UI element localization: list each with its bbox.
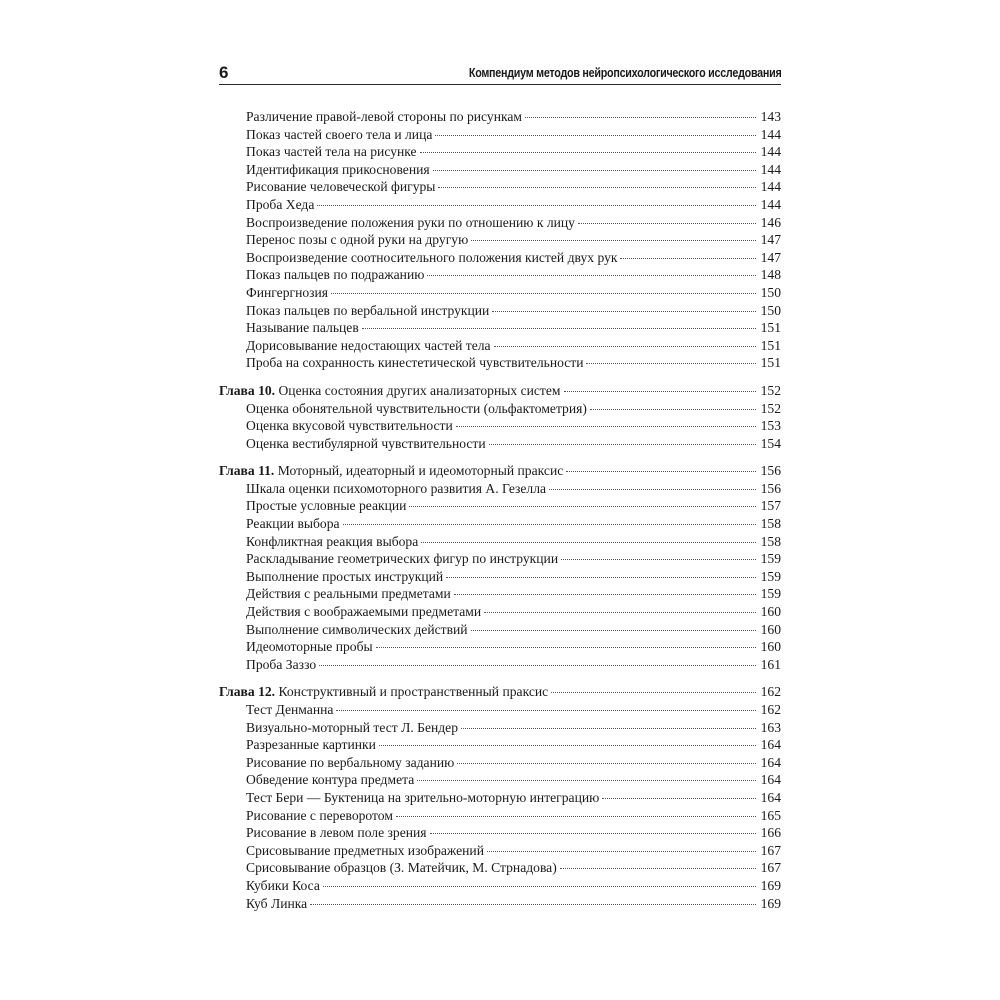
toc-entry bbox=[219, 754, 781, 772]
toc-entry bbox=[219, 877, 781, 895]
dot-leader bbox=[409, 506, 756, 507]
toc-entry bbox=[219, 638, 781, 656]
toc-entry bbox=[219, 178, 781, 196]
toc-page-number: 159 bbox=[760, 586, 781, 602]
dot-leader bbox=[362, 328, 756, 329]
toc-page-number: 156 bbox=[760, 463, 781, 479]
toc-entry-title: Куб Линка bbox=[246, 895, 308, 911]
toc-entry bbox=[219, 196, 781, 214]
chapter-title: Оценка состояния других анализаторных систем bbox=[278, 382, 561, 398]
toc-entry-title: Проба Хеда bbox=[246, 196, 315, 212]
table-of-contents bbox=[219, 108, 781, 912]
dot-leader bbox=[433, 170, 756, 171]
toc-page-number: 162 bbox=[760, 684, 781, 700]
toc-entry bbox=[219, 231, 781, 249]
toc-page-number: 159 bbox=[760, 551, 781, 567]
toc-page-number: 148 bbox=[760, 267, 781, 283]
toc-entry bbox=[219, 824, 781, 842]
dot-leader bbox=[336, 710, 756, 711]
toc-page-number: 159 bbox=[760, 568, 781, 584]
toc-entry-title: Рисование по вербальному заданию bbox=[246, 754, 455, 770]
dot-leader bbox=[456, 426, 756, 427]
dot-leader bbox=[317, 205, 756, 206]
dot-leader bbox=[492, 311, 756, 312]
toc-entry bbox=[219, 126, 781, 144]
toc-page-number: 160 bbox=[760, 621, 781, 637]
toc-page-number: 164 bbox=[760, 789, 781, 805]
chapter-title: Моторный, идеаторный и идеомоторный праксис bbox=[277, 463, 564, 479]
toc-entry-title: Называние пальцев bbox=[246, 320, 359, 336]
dot-leader bbox=[331, 293, 756, 294]
toc-entry bbox=[219, 533, 781, 551]
toc-page-number: 147 bbox=[760, 232, 781, 248]
dot-leader bbox=[494, 346, 756, 347]
dot-leader bbox=[427, 275, 756, 276]
toc-entry bbox=[219, 400, 781, 418]
toc-entry bbox=[219, 161, 781, 179]
dot-leader bbox=[420, 152, 756, 153]
toc-page-number: 160 bbox=[760, 604, 781, 620]
toc-entry-title: Рисование человеческой фигуры bbox=[246, 179, 436, 195]
toc-page-number: 151 bbox=[760, 320, 781, 336]
toc-entry bbox=[219, 603, 781, 621]
toc-page-number: 152 bbox=[760, 382, 781, 398]
toc-entry bbox=[219, 550, 781, 568]
toc-page-number: 147 bbox=[760, 249, 781, 265]
toc-page-number: 144 bbox=[760, 144, 781, 160]
dot-leader bbox=[421, 542, 756, 543]
dot-leader bbox=[376, 647, 756, 648]
toc-entry-title: Действия с воображаемыми предметами bbox=[246, 604, 482, 620]
toc-entry-title: Оценка вкусовой чувствительности bbox=[246, 418, 453, 434]
toc-page-number: 158 bbox=[760, 533, 781, 549]
toc-entry bbox=[219, 515, 781, 533]
toc-page-number: 151 bbox=[760, 355, 781, 371]
toc-entry bbox=[219, 108, 781, 126]
toc-entry bbox=[219, 337, 781, 355]
toc-page-number: 169 bbox=[760, 895, 781, 911]
chapter-spacer bbox=[219, 372, 781, 382]
toc-entry-title: Реакции выбора bbox=[246, 516, 340, 532]
toc-page-number: 144 bbox=[760, 161, 781, 177]
dot-leader bbox=[566, 471, 756, 472]
dot-leader bbox=[454, 594, 756, 595]
toc-entry-title: Шкала оценки психомоторного развития А. Гезелла bbox=[246, 480, 547, 496]
toc-page-number: 144 bbox=[760, 196, 781, 212]
toc-entry-title: Кубики Коса bbox=[246, 877, 320, 893]
toc-entry-title: Обведение контура предмета bbox=[246, 772, 415, 788]
toc-entry bbox=[219, 480, 781, 498]
dot-leader bbox=[620, 258, 756, 259]
toc-entry-title: Действия с реальными предметами bbox=[246, 586, 451, 602]
toc-entry-title: Идентификация прикосновения bbox=[246, 161, 430, 177]
dot-leader bbox=[561, 559, 756, 560]
toc-page-number: 151 bbox=[760, 337, 781, 353]
toc-chapter-entry bbox=[219, 683, 781, 701]
toc-entry bbox=[219, 266, 781, 284]
toc-entry bbox=[219, 842, 781, 860]
toc-entry bbox=[219, 435, 781, 453]
toc-page-number: 162 bbox=[760, 702, 781, 717]
chapter-label: Глава 10. bbox=[219, 382, 276, 398]
toc-entry bbox=[219, 895, 781, 913]
toc-entry bbox=[219, 621, 781, 639]
toc-page-number: 167 bbox=[760, 842, 781, 858]
toc-entry-title: Оценка вестибулярной чувствительности bbox=[246, 435, 486, 451]
toc-entry-title: Разрезанные картинки bbox=[246, 737, 376, 753]
toc-page-number: 143 bbox=[760, 109, 781, 124]
dot-leader bbox=[396, 816, 756, 817]
dot-leader bbox=[310, 904, 756, 905]
dot-leader bbox=[323, 886, 756, 887]
toc-entry bbox=[219, 771, 781, 789]
toc-entry-title: Показ частей своего тела и лица bbox=[246, 126, 433, 142]
page-header bbox=[219, 62, 781, 85]
dot-leader bbox=[471, 630, 756, 631]
toc-entry-title: Визуально-моторный тест Л. Бендер bbox=[246, 719, 458, 735]
dot-leader bbox=[578, 223, 756, 224]
dot-leader bbox=[602, 798, 756, 799]
toc-entry-title: Срисовывание образцов (З. Матейчик, М. Стрнадова) bbox=[246, 860, 557, 876]
toc-entry bbox=[219, 249, 781, 267]
chapter-spacer bbox=[219, 673, 781, 683]
toc-page-number: 152 bbox=[760, 400, 781, 416]
dot-leader bbox=[438, 187, 756, 188]
toc-page-number: 146 bbox=[760, 214, 781, 230]
toc-entry bbox=[219, 319, 781, 337]
toc-entry-title: Фингергнозия bbox=[246, 284, 329, 300]
chapter-title: Конструктивный и пространственный праксис bbox=[278, 684, 549, 700]
toc-entry-title: Раскладывание геометрических фигур по инструкции bbox=[246, 551, 559, 567]
dot-leader bbox=[435, 135, 756, 136]
toc-entry bbox=[219, 719, 781, 737]
dot-leader bbox=[379, 745, 756, 746]
toc-page-number: 164 bbox=[760, 772, 781, 788]
dot-leader bbox=[319, 665, 756, 666]
toc-entry bbox=[219, 302, 781, 320]
chapter-label: Глава 11. bbox=[219, 463, 275, 479]
toc-entry-title: Тест Бери — Буктеница на зрительно-моторную интеграцию bbox=[246, 789, 600, 805]
toc-page-number: 156 bbox=[760, 480, 781, 496]
toc-chapter-entry bbox=[219, 382, 781, 400]
dot-leader bbox=[417, 780, 756, 781]
toc-entry-title bbox=[219, 683, 548, 701]
toc-entry-title: Простые условные реакции bbox=[246, 498, 407, 514]
toc-entry-title: Воспроизведение положения руки по отношению к лицу bbox=[246, 214, 575, 230]
toc-entry-title: Идеомоторные пробы bbox=[246, 639, 373, 655]
dot-leader bbox=[489, 444, 756, 445]
toc-page-number: 165 bbox=[760, 807, 781, 823]
toc-page-number: 150 bbox=[760, 302, 781, 318]
toc-entry bbox=[219, 807, 781, 825]
toc-page-number: 169 bbox=[760, 877, 781, 893]
toc-page-number: 161 bbox=[760, 656, 781, 672]
dot-leader bbox=[343, 524, 756, 525]
toc-chapter-entry bbox=[219, 462, 781, 480]
chapter-label: Глава 12. bbox=[219, 684, 276, 700]
toc-entry-title: Перенос позы с одной руки на другую bbox=[246, 232, 469, 248]
toc-page-number: 160 bbox=[760, 639, 781, 655]
toc-entry bbox=[219, 789, 781, 807]
toc-entry-title: Различение правой-левой стороны по рисункам bbox=[246, 109, 523, 124]
toc-entry bbox=[219, 417, 781, 435]
toc-entry bbox=[219, 354, 781, 372]
dot-leader bbox=[549, 489, 756, 490]
toc-page-number: 144 bbox=[760, 126, 781, 142]
toc-entry-title: Тест Денманна bbox=[246, 702, 334, 717]
toc-entry-title: Срисовывание предметных изображений bbox=[246, 842, 484, 858]
toc-entry bbox=[219, 585, 781, 603]
toc-entry-title: Проба на сохранность кинестетической чувствительности bbox=[246, 355, 584, 371]
toc-entry-title bbox=[219, 462, 563, 480]
toc-page-number: 150 bbox=[760, 284, 781, 300]
dot-leader bbox=[461, 728, 756, 729]
toc-entry-title: Показ пальцев по подражанию bbox=[246, 267, 425, 283]
dot-leader bbox=[446, 577, 756, 578]
dot-leader bbox=[457, 763, 756, 764]
toc-entry bbox=[219, 859, 781, 877]
toc-page-number: 164 bbox=[760, 737, 781, 753]
running-title: Компендиум методов нейропсихологического исследования bbox=[468, 66, 781, 80]
dot-leader bbox=[430, 833, 756, 834]
chapter-spacer bbox=[219, 452, 781, 462]
toc-entry-title: Показ пальцев по вербальной инструкции bbox=[246, 302, 490, 318]
toc-page-number: 154 bbox=[760, 435, 781, 451]
dot-leader bbox=[525, 117, 756, 118]
toc-entry-title: Выполнение простых инструкций bbox=[246, 568, 444, 584]
toc-page-number: 153 bbox=[760, 418, 781, 434]
toc-entry-title: Воспроизведение соотносительного положения кистей двух рук bbox=[246, 249, 618, 265]
toc-entry-title bbox=[219, 382, 561, 400]
dot-leader bbox=[590, 409, 756, 410]
toc-entry-title: Дорисовывание недостающих частей тела bbox=[246, 337, 491, 353]
toc-page-number: 163 bbox=[760, 719, 781, 735]
toc-entry bbox=[219, 284, 781, 302]
toc-page-number: 158 bbox=[760, 516, 781, 532]
toc-entry bbox=[219, 497, 781, 515]
toc-entry bbox=[219, 568, 781, 586]
toc-page-number: 157 bbox=[760, 498, 781, 514]
dot-leader bbox=[487, 851, 756, 852]
toc-entry bbox=[219, 214, 781, 232]
toc-entry bbox=[219, 736, 781, 754]
toc-page-number: 164 bbox=[760, 754, 781, 770]
toc-entry-title: Оценка обонятельной чувствительности (ольфактометрия) bbox=[246, 400, 587, 416]
page-number: 6 bbox=[219, 63, 229, 82]
toc-entry-title: Рисование с переворотом bbox=[246, 807, 393, 823]
toc-entry-title: Показ частей тела на рисунке bbox=[246, 144, 417, 160]
toc-page-number: 166 bbox=[760, 825, 781, 841]
toc-entry bbox=[219, 701, 781, 719]
toc-entry-title: Рисование в левом поле зрения bbox=[246, 825, 427, 841]
dot-leader bbox=[484, 612, 756, 613]
dot-leader bbox=[560, 868, 756, 869]
dot-leader bbox=[551, 692, 756, 693]
toc-entry-title: Конфликтная реакция выбора bbox=[246, 533, 419, 549]
toc-entry-title: Выполнение символических действий bbox=[246, 621, 468, 637]
toc-entry-title: Проба Заззо bbox=[246, 656, 317, 672]
toc-entry bbox=[219, 656, 781, 674]
toc-page-number: 167 bbox=[760, 860, 781, 876]
dot-leader bbox=[586, 363, 756, 364]
toc-entry bbox=[219, 143, 781, 161]
dot-leader bbox=[564, 391, 757, 392]
dot-leader bbox=[471, 240, 756, 241]
toc-page-number: 144 bbox=[760, 179, 781, 195]
